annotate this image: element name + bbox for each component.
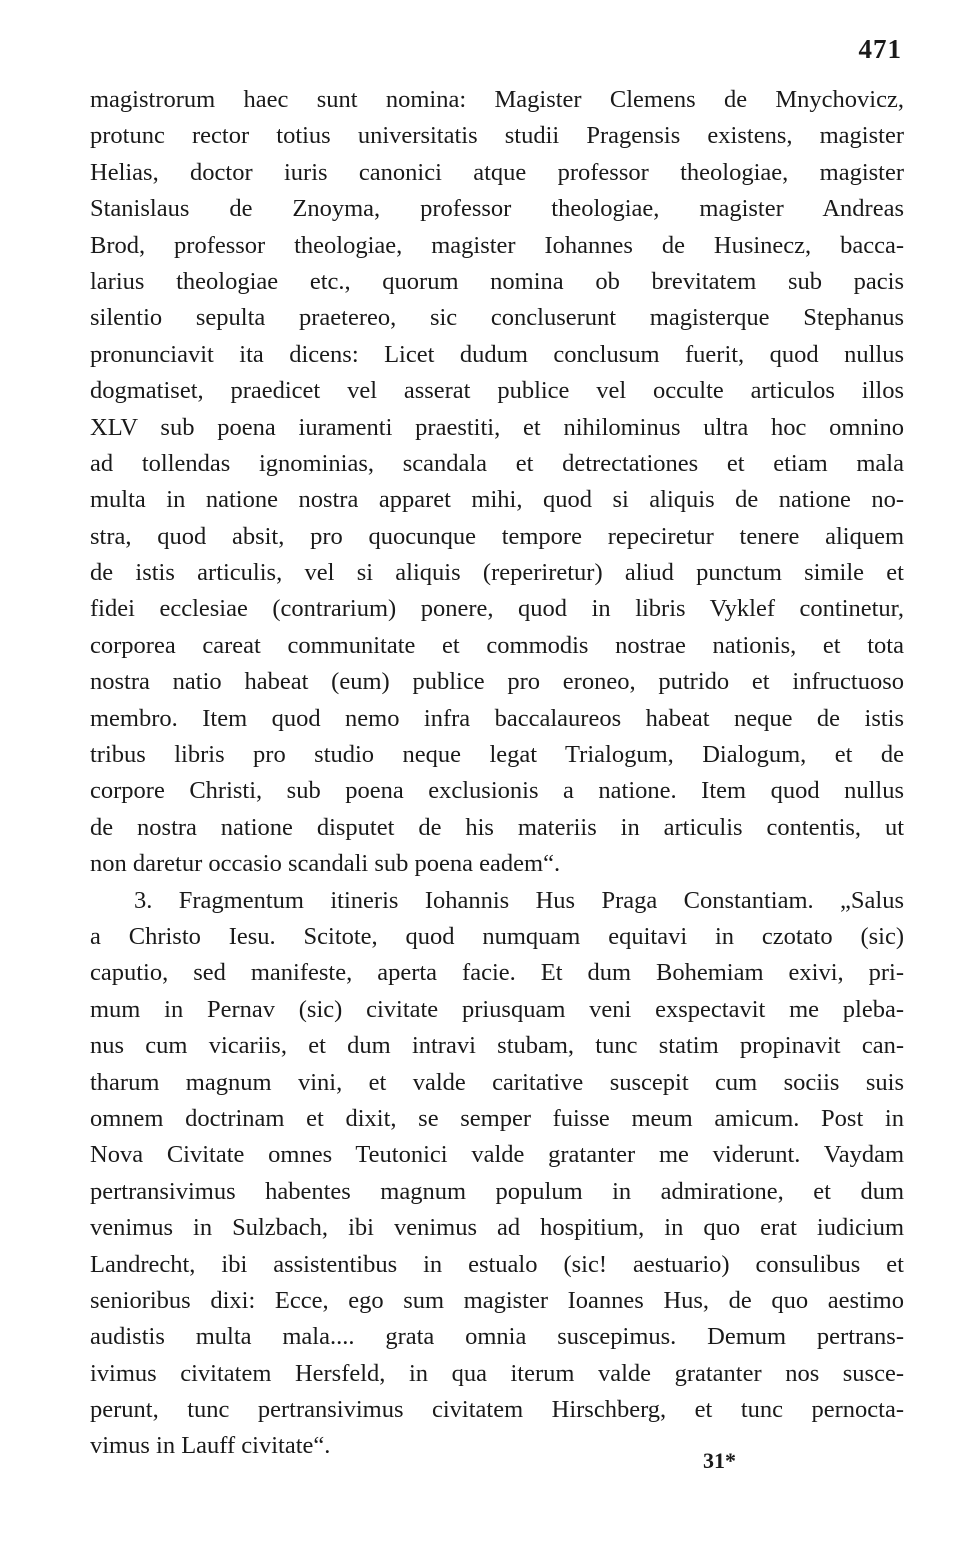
- text-line: de istis articulis, vel si aliquis (reperiretur) aliud punctum simile et: [90, 559, 904, 587]
- text-line: audistis multa mala.... grata omnia suscepimus. Demum pertrans-: [90, 1323, 904, 1351]
- text-line: multa in natione nostra apparet mihi, quod si aliquis de natione no-: [90, 486, 904, 514]
- text-line: fidei ecclesiae (contrarium) ponere, quod in libris Vyklef continetur,: [90, 595, 904, 623]
- text-line: tharum magnum vini, et valde caritative suscepit cum sociis suis: [90, 1068, 904, 1096]
- text-line: omnem doctrinam et dixit, se semper fuisse meum amicum. Post in: [90, 1104, 904, 1132]
- text-line: caputio, sed manifeste, aperta facie. Et dum Bohemiam exivi, pri-: [90, 959, 904, 987]
- section-heading-line: 3. Fragmentum itineris Iohannis Hus Praga Constantiam. „Salus: [134, 886, 904, 914]
- text-line: nus cum vicariis, et dum intravi stubam, tunc statim propinavit can-: [90, 1032, 904, 1060]
- text-line: Brod, professor theologiae, magister Iohannes de Husinecz, bacca-: [90, 231, 904, 259]
- text-line: ad tollendas ignominias, scandala et detrectationes et etiam mala: [90, 449, 904, 477]
- text-line: non daretur occasio scandali sub poena eadem“.: [90, 850, 561, 878]
- text-line: XLV sub poena iuramenti praestiti, et nihilominus ultra hoc omnino: [90, 413, 904, 441]
- text-line: a Christo Iesu. Scitote, quod numquam equitavi in czotato (sic): [90, 922, 904, 950]
- text-line: de nostra natione disputet de his materiis in articulis contentis, ut: [90, 813, 904, 841]
- page-number: 471: [858, 34, 902, 64]
- text-line: pronunciavit ita dicens: Licet dudum conclusum fuerit, quod nullus: [90, 340, 904, 368]
- body-text: [90, 82, 904, 1465]
- text-line: Stanislaus de Znoyma, professor theologiae, magister Andreas: [90, 195, 904, 223]
- text-line: Landrecht, ibi assistentibus in estualo (sic! aestuario) consulibus et: [90, 1250, 904, 1278]
- text-line: larius theologiae etc., quorum nomina ob brevitatem sub pacis: [90, 267, 904, 295]
- text-line: Nova Civitate omnes Teutonici valde gratanter me viderunt. Vaydam: [90, 1141, 904, 1169]
- text-line: nostra natio habeat (eum) publice pro eroneo, putrido et infructuoso: [90, 668, 904, 696]
- text-line: vimus in Lauff civitate“.: [90, 1432, 331, 1460]
- text-line: pertransivimus habentes magnum populum in admiratione, et dum: [90, 1177, 904, 1205]
- text-line: magistrorum haec sunt nomina: Magister Clemens de Mnychovicz,: [90, 86, 904, 113]
- text-line: tribus libris pro studio neque legat Trialogum, Dialogum, et de: [90, 741, 904, 769]
- text-line: Helias, doctor iuris canonici atque professor theologiae, magister: [90, 158, 904, 186]
- text-line: membro. Item quod nemo infra baccalaureos habeat neque de istis: [90, 704, 904, 732]
- text-line: protunc rector totius universitatis studii Pragensis existens, magister: [90, 122, 904, 150]
- paragraph-itinerary: [90, 883, 904, 1465]
- sheet-signature: 31*: [703, 1448, 736, 1473]
- text-line: perunt, tunc pertransivimus civitatem Hirschberg, et tunc pernocta-: [90, 1396, 904, 1424]
- text-line: corporea careat communitate et commodis nostrae nationis, et tota: [90, 631, 904, 659]
- text-line: corpore Christi, sub poena exclusionis a natione. Item quod nullus: [90, 777, 904, 805]
- text-line: senioribus dixi: Ecce, ego sum magister Ioannes Hus, de quo aestimo: [90, 1286, 904, 1314]
- paragraph-decree: [90, 82, 904, 883]
- text-line: silentio sepulta praetereo, sic concluserunt magisterque Stephanus: [90, 304, 904, 332]
- text-line: mum in Pernav (sic) civitate priusquam veni exspectavit me pleba-: [90, 995, 904, 1023]
- text-line: dogmatiset, praedicet vel asserat publice vel occulte articulos illos: [90, 377, 904, 405]
- text-line: ivimus civitatem Hersfeld, in qua iterum valde gratanter nos susce-: [90, 1359, 904, 1387]
- text-line: stra, quod absit, pro quocunque tempore repeciretur tenere aliquem: [90, 522, 904, 550]
- text-line: venimus in Sulzbach, ibi venimus ad hospitium, in quo erat iudicium: [90, 1214, 904, 1242]
